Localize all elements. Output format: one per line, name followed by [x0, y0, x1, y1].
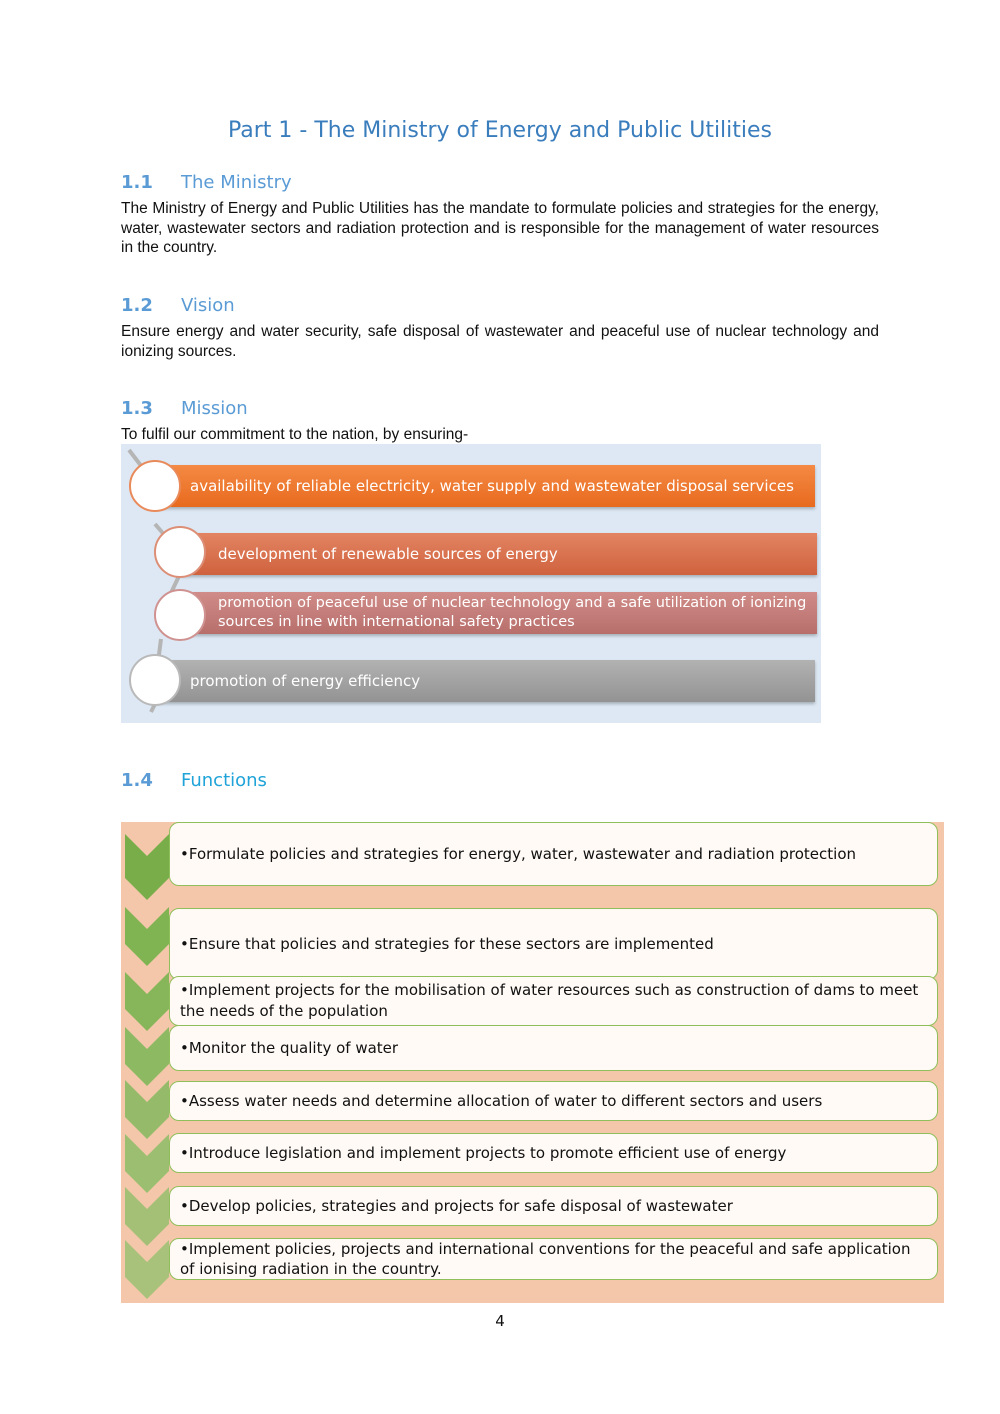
mission-item-4-circle [129, 654, 181, 706]
page-title: Part 1 - The Ministry of Energy and Public Utilities [227, 118, 773, 143]
function-item-4 [169, 1025, 938, 1071]
function-item-text: •Implement policies, projects and international conventions for the peaceful and safe application of ionising radiation in the country. [180, 1240, 911, 1278]
mission-item-3 [180, 592, 817, 634]
section-number: 1.1 [121, 172, 153, 193]
function-item-text: •Formulate policies and strategies for energy, water, wastewater and radiation protection [180, 844, 857, 863]
section-title: Vision [181, 295, 235, 316]
section-heading-functions [121, 770, 267, 791]
ministry-paragraph: The Ministry of Energy and Public Utilities has the mandate to formulate policies and strategies for the energy, water, wastewater sectors and radiation protection and is responsible for the management of water resources in the country. [121, 200, 879, 256]
mission-item-text: development of renewable sources of energy [218, 545, 558, 563]
mission-item-text: availability of reliable electricity, water supply and wastewater disposal services [190, 477, 794, 495]
mission-item-1-circle [129, 460, 181, 512]
section-title: Functions [181, 770, 267, 791]
section-heading-mission [121, 398, 248, 419]
mission-item-3-circle [154, 589, 206, 641]
function-item-8 [169, 1238, 938, 1280]
function-item-5 [169, 1081, 938, 1121]
function-item-text: •Ensure that policies and strategies for these sectors are implemented [180, 934, 714, 953]
mission-item-2 [180, 533, 817, 575]
mission-item-text: promotion of energy efficiency [190, 672, 421, 690]
function-item-3 [169, 976, 938, 1026]
section-number: 1.4 [121, 770, 153, 791]
mission-item-2-circle [154, 526, 206, 578]
function-item-text: •Implement projects for the mobilisation of water resources such as construction of dams to meet the needs of the population [180, 981, 919, 1020]
page-number: 4 [495, 1312, 505, 1330]
mission-item-text: promotion of peaceful use of nuclear technology and a safe utilization of ionizing sources in line with international safety practices [218, 595, 807, 630]
function-item-text: •Develop policies, strategies and projects for safe disposal of wastewater [180, 1196, 733, 1215]
function-item-text: •Introduce legislation and implement projects to promote efficient use of energy [180, 1143, 787, 1162]
mission-item-4 [152, 660, 815, 702]
mission-intro: To fulfil our commitment to the nation, by ensuring- [121, 426, 469, 443]
section-heading-vision [121, 295, 235, 316]
functions-chevron-column [125, 822, 169, 1303]
section-title: The Ministry [181, 172, 292, 193]
section-title: Mission [181, 398, 248, 419]
section-number: 1.3 [121, 398, 153, 419]
mission-item-1 [152, 465, 815, 507]
function-item-1 [169, 822, 938, 886]
vision-paragraph: Ensure energy and water security, safe disposal of wastewater and peaceful use of nuclear technology and ionizing sources. [121, 323, 879, 360]
function-item-2 [169, 908, 938, 980]
function-item-7 [169, 1186, 938, 1226]
section-number: 1.2 [121, 295, 153, 316]
function-item-text: •Monitor the quality of water [180, 1038, 399, 1057]
function-item-6 [169, 1133, 938, 1173]
function-item-text: •Assess water needs and determine allocation of water to different sectors and users [180, 1091, 823, 1110]
section-heading-ministry [121, 172, 292, 193]
